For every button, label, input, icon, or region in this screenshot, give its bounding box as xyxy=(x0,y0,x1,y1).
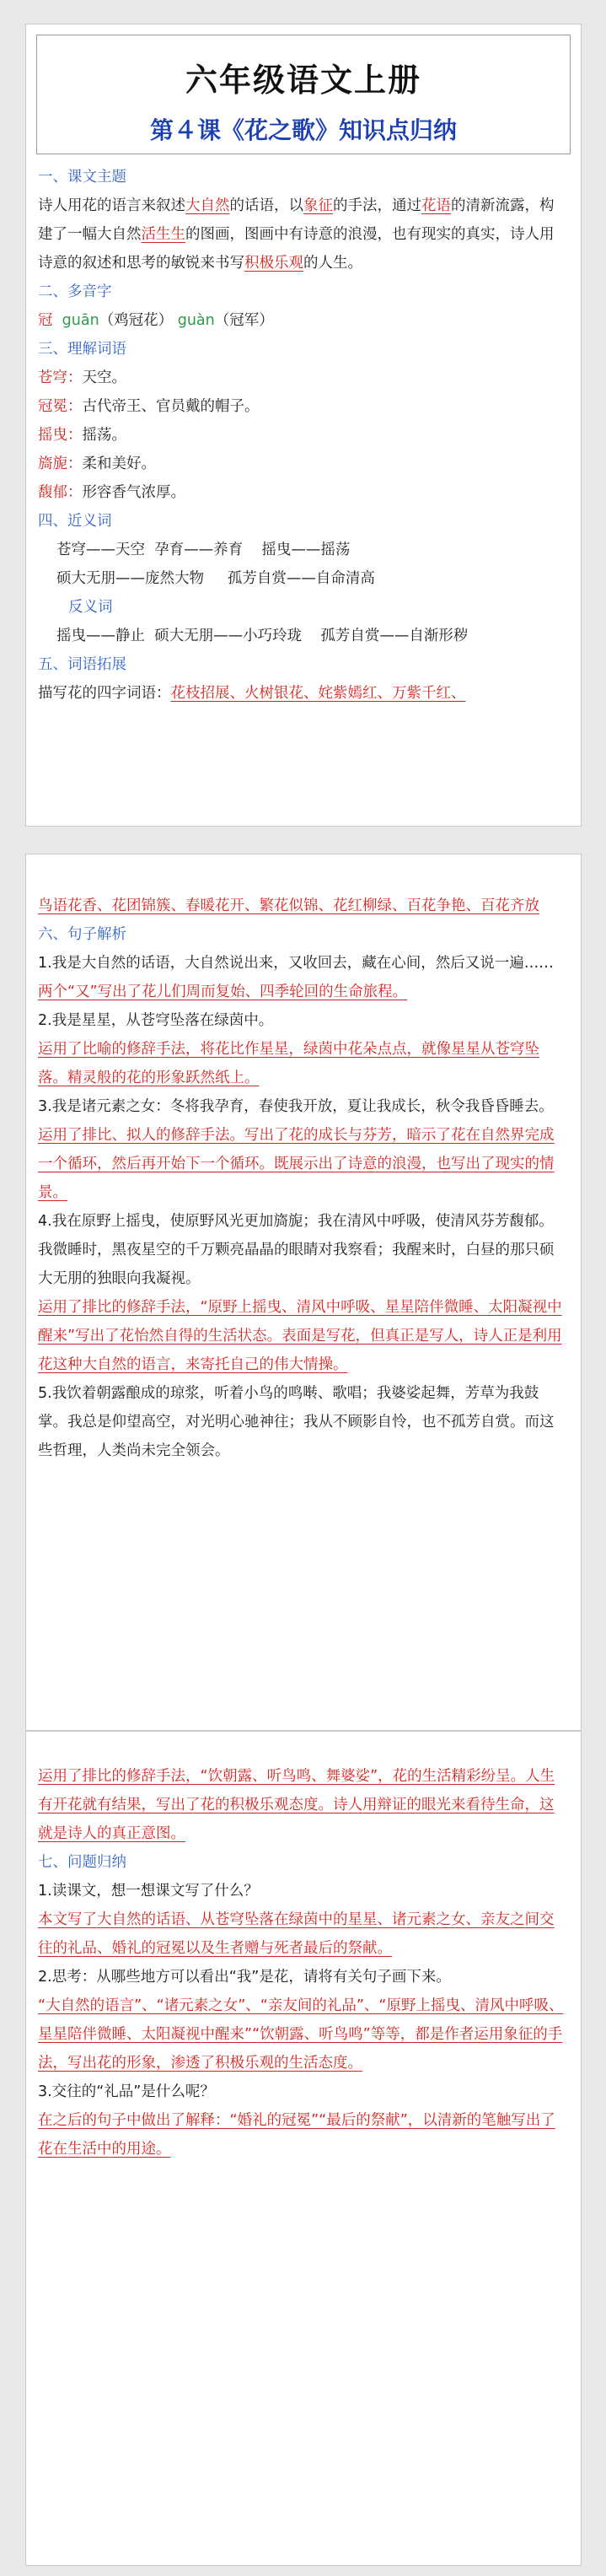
analysis-4: 运用了排比的修辞手法，“原野上摇曳、清风中呼吸、星星陪伴微睡、太阳凝视中醒来”写出了花怡然自得的生活状态。表面是写花，但真正是写人，诗人正是利用花这种大自然的语言，来寄托自己的伟大情操。 xyxy=(38,1299,562,1373)
term-def: 摇荡。 xyxy=(82,427,126,444)
term-word: 馥郁： xyxy=(38,484,83,501)
sentence-1: 1.我是大自然的话语，大自然说出来，又收回去，藏在心间，然后又说一遍…… xyxy=(38,955,554,972)
pinyin-1: guān xyxy=(62,312,99,329)
analysis-5: 运用了排比的修辞手法，“饮朝露、听鸟鸣、舞婆娑”，花的生活精彩纷呈。人生有开花就有结果，写出了花的积极乐观态度。诗人用辩证的眼光来看待生命，这就是诗人的真正意图。 xyxy=(38,1768,555,1842)
page-1 xyxy=(25,24,582,827)
term-word: 旖旎： xyxy=(38,455,83,472)
sentence-3: 3.我是诸元素之女：冬将我孕育，春使我开放，夏让我成长，秋令我昏昏睡去。 xyxy=(38,1098,554,1115)
page-title: 六年级语文上册 xyxy=(185,61,421,99)
polyphone-char: 冠 xyxy=(38,312,53,329)
pinyin-2: guàn xyxy=(177,312,215,329)
page-3 xyxy=(25,1731,582,2566)
polyphone-word-1: （鸡冠花） xyxy=(99,312,174,329)
word-expand-list: 花枝招展、火树银花、姹紫嫣红、万紫千红、 xyxy=(170,685,466,702)
antonym-heading: 反义词 xyxy=(68,599,113,616)
polyphone-line xyxy=(38,306,567,335)
answer-1: 本文写了大自然的话语、从苍穹坠落在绿茵中的星星、诸元素之女、亲友之间交往的礼品、婚礼的冠冕以及生者赠与死者最后的祭献。 xyxy=(38,1911,555,1957)
word-expand-continued: 鸟语花香、花团锦簇、春暖花开、繁花似锦、花红柳绿、百花争艳、百花齐放 xyxy=(38,897,539,914)
page-2-content xyxy=(26,854,581,1465)
term-def: 柔和美好。 xyxy=(82,455,156,472)
theme-text-4: 的清新流露，构建了一幅大自然 xyxy=(38,197,555,243)
keyword-symbol: 象征 xyxy=(303,197,333,214)
keyword-optimistic: 积极乐观 xyxy=(244,255,303,272)
title-box xyxy=(36,35,571,154)
theme-text-2: 的话语，以 xyxy=(229,197,303,214)
sentence-4: 4.我在原野上摇曳，使原野风光更加旖旎；我在清风中呼吸，使清风芬芳馥郁。我微睡时，黑夜星空的千万颗亮晶晶的眼睛对我察看；我醒来时，白昼的那只硕大无朋的独眼向我凝视。 xyxy=(38,1213,555,1287)
synonym-line-2: 硕大无朋——庞然大物 孤芳自赏——自命清高 xyxy=(56,570,375,587)
question-2: 2.思考：从哪些地方可以看出“我”是花，请将有关句子画下来。 xyxy=(38,1969,451,1986)
sentence-2: 2.我是星星，从苍穹坠落在绿茵中。 xyxy=(38,1012,274,1029)
keyword-flower-language: 花语 xyxy=(421,197,451,214)
term-word: 摇曳： xyxy=(38,427,83,444)
section-2-heading: 二、多音字 xyxy=(38,283,112,300)
term-item xyxy=(38,392,567,421)
theme-text-3: 的手法，通过 xyxy=(333,197,421,214)
term-word: 冠冕： xyxy=(38,398,83,415)
term-def: 形容香气浓厚。 xyxy=(82,484,185,501)
term-item xyxy=(38,478,567,507)
term-item xyxy=(38,450,567,478)
section-4-heading: 四、近义词 xyxy=(38,513,112,530)
term-def: 古代帝王、官员戴的帽子。 xyxy=(82,398,260,415)
analysis-1: 两个“又”写出了花儿们周而复始、四季轮回的生命旅程。 xyxy=(38,984,408,1000)
keyword-nature: 大自然 xyxy=(185,197,230,214)
page-1-content xyxy=(26,154,581,708)
section-7-heading: 七、问题归纳 xyxy=(38,1854,126,1871)
question-3: 3.交往的“礼品”是什么呢？ xyxy=(38,2083,215,2100)
term-def: 天空。 xyxy=(82,369,126,386)
section-6-heading: 六、句子解析 xyxy=(38,926,126,943)
antonym-line: 摇曳——静止 硕大无朋——小巧玲珑 孤芳自赏——自渐形秽 xyxy=(56,628,469,644)
section-1-heading: 一、课文主题 xyxy=(38,169,126,186)
word-expand-lead: 描写花的四字词语： xyxy=(38,685,171,702)
word-expand-line xyxy=(38,679,567,708)
section-3-heading: 三、理解词语 xyxy=(38,341,126,358)
theme-text-6: 的人生。 xyxy=(303,255,362,272)
keyword-vivid: 活生生 xyxy=(141,226,185,243)
term-word: 苍穹： xyxy=(38,369,83,386)
section-5-heading: 五、词语拓展 xyxy=(38,656,126,673)
page-2 xyxy=(25,854,582,1731)
synonym-line-1: 苍穹——天空 孕育——养育 摇曳——摇荡 xyxy=(56,542,351,558)
sentence-5: 5.我饮着朝露酿成的琼浆，听着小鸟的鸣啭、歌唱；我婆娑起舞，芳草为我鼓掌。我总是仰望高空，对光明心驰神往；我从不顾影自怜，也不孤芳自赏。而这些哲理，人类尚未完全领会。 xyxy=(38,1385,555,1459)
polyphone-word-2: （冠军） xyxy=(214,312,274,329)
theme-text-5: 的图画，图画中有诗意的浪漫，也有现实的真实，诗人用诗意的叙述和思考的敏锐来书写 xyxy=(38,226,555,272)
answer-3: 在之后的句子中做出了解释：“婚礼的冠冕”“最后的祭献”，以清新的笔触写出了花在生活中的用途。 xyxy=(38,2112,555,2158)
answer-2: “大自然的语言”、“诸元素之女”、“亲友间的礼品”、“原野上摇曳、清风中呼吸、星星陪伴微睡、太阳凝视中醒来”“饮朝露、听鸟鸣”等等，都是作者运用象征的手法，写出花的形象，渗透了积极乐观的生活态度。 xyxy=(38,1997,564,2072)
analysis-2: 运用了比喻的修辞手法，将花比作星星，绿茵中花朵点点，就像星星从苍穹坠落。精灵般的花的形象跃然纸上。 xyxy=(38,1041,539,1086)
term-item xyxy=(38,421,567,450)
theme-text-1: 诗人用花的语言来叙述 xyxy=(38,197,185,214)
analysis-3: 运用了排比、拟人的修辞手法。写出了花的成长与芬芳，暗示了花在自然界完成一个循环，然后再开始下一个循环。既展示出了诗意的浪漫，也写出了现实的情景。 xyxy=(38,1127,555,1201)
page-subtitle: 第４课《花之歌》知识点归纳 xyxy=(149,116,457,144)
page-3-content xyxy=(26,1732,581,2164)
theme-paragraph xyxy=(38,191,567,278)
term-item xyxy=(38,364,567,392)
question-1: 1.读课文，想一想课文写了什么？ xyxy=(38,1883,259,1900)
